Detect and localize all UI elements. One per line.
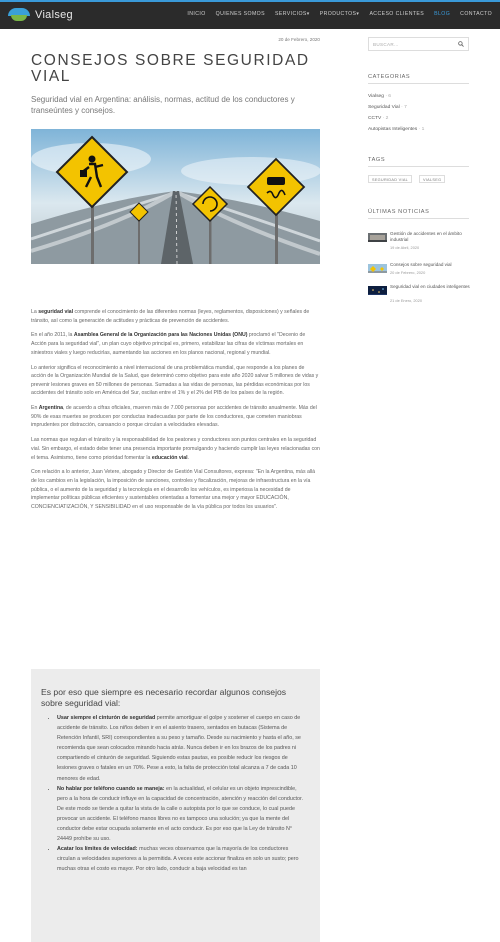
recent-post[interactable] (368, 262, 469, 282)
paragraph: En el año 2011, la Asamblea General de la Organización para las Naciones Unidas (ONU) proclamó el "Decenio de Acción para la seguridad vial", un plan cuyo objetivo principal es, primero, estabilizar las cifras de víctimas mortales en siniestros viales y luego reducirlas, aumentando las acciones en los planos nacional, regional y mundial. (31, 332, 306, 356)
recent-heading: ÚLTIMAS NOTICIAS (368, 209, 469, 219)
logo-icon (8, 8, 30, 22)
main-nav (187, 11, 492, 17)
search-input[interactable] (368, 37, 469, 51)
hero-image (31, 129, 320, 264)
nav-productos[interactable]: PRODUCTOS▾ (319, 11, 360, 17)
categories-heading: CATEGORIAS (368, 74, 469, 84)
nav-acceso-clientes[interactable]: ACCESO CLIENTES (369, 11, 425, 17)
post-thumbnail (368, 262, 387, 273)
paragraph: La seguridad vial comprende el conocimiento de las diferentes normas (leyes, reglamentos, disposiciones) y señales de tránsito, así como la generación de actitudes y prácticas de prevención de accidentes. (31, 309, 310, 324)
tag-seguridad-vial[interactable]: SEGURIDAD VIAL (368, 175, 412, 183)
article-subtitle: Seguridad vial en Argentina: análisis, normas, actitud de los conductores y transeúntes y consejos. (31, 95, 295, 115)
category-link[interactable]: Autopistas Inteligentes · 1 (368, 127, 425, 132)
nav-inicio[interactable]: INICIO (187, 11, 206, 17)
post-date: 19 de Abril, 2020 (390, 245, 420, 250)
recent-post[interactable] (368, 231, 469, 251)
tips-list (41, 713, 308, 875)
nav-quienes-somos[interactable]: QUIENES SOMOS (215, 11, 265, 17)
post-date: 20 de Febrero, 2020 (390, 270, 426, 275)
article-date: 20 de Febrero, 2020 (278, 37, 320, 42)
nav-contacto[interactable]: CONTACTO (460, 11, 492, 17)
search-placeholder: BUSCAR... (373, 41, 399, 47)
category-link[interactable]: CCTV · 2 (368, 116, 389, 121)
post-title: Gestión de accidentes en el ámbito industrial (390, 231, 462, 242)
tag-vialseg[interactable]: VIALSEG (419, 175, 445, 183)
nav-servicios[interactable]: SERVICIOS▾ (274, 11, 310, 17)
tips-box (31, 669, 320, 942)
post-title: Seguridad vial en ciudades inteligentes (390, 284, 470, 289)
post-date: 21 de Enero, 2020 (390, 298, 423, 303)
tip-item: • Usar siempre el cinturón de seguridad permite amortiguar el golpe y sostener el cuerpo en caso de accidente de tránsito. Los niños deben ir en el asiento trasero, sentados en butacas (Sistema de Retención Infantil, SRI) correspondientes a su peso y tamaño. Desde su nacimiento y hasta el año, se recomienda que sean colocados mirando hacia atrás. Nunca deben ir en los brazos de los padres ni compartiendo el cinturón de seguridad. Siguiendo estas pautas, es posible reducir los riesgos de lesiones graves o fatales en un 70%. Pese a esto, la falta de protección total alcanza a 7 de cada 10 menores de edad. (57, 713, 308, 784)
nav-blog[interactable]: BLOG (434, 11, 451, 17)
article-title: CONSEJOS SOBRE SEGURIDAD VIAL (31, 52, 310, 85)
tags-heading: TAGS (368, 157, 469, 167)
category-link[interactable]: Vialseg · 6 (368, 94, 392, 99)
paragraph: Las normas que regulan el tránsito y la responsabilidad de los peatones y conductores son puntos centrales en la seguridad vial. Sin embargo, el estado debe tener una presencia importante promulgando y haciendo cumplir las leyes relacionadas con el tema. Asimismo, tiene como prioridad fomentar la educación vial. (31, 437, 320, 461)
top-navbar (0, 0, 500, 29)
category-link[interactable]: Seguridad Vial · 7 (368, 105, 407, 110)
post-thumbnail (368, 284, 387, 295)
article-body (31, 308, 320, 518)
tip-item: • No hablar por teléfono cuando se maneja: en la actualidad, el celular es un objeto imprescindible, pero a la hora de conducir influye en la capacidad de concentración, atención y reacción del conductor. De este modo se tiende a quitar la vista de la calle o autopista por lo que se conduce, lo cual puede provocar un accidente. El teléfono manos libres no es tampoco una solución; ya que la mente del conductor debe estar ocupada solamente en el acto conducir. Es por eso que la Ley de tránsito N° 24449 prohíbe su uso. (57, 784, 308, 845)
logo-text: Vialseg (35, 9, 73, 21)
tip-item: • Acatar los límites de velocidad: muchas veces observamos que la mayoría de los conductores circulan a velocidades superiores a la permitida. A veces este accionar finaliza en solo un susto; pero muchas otras el costo es mayor. Por otro lado, conducir a baja velocidad es tan (57, 844, 308, 874)
paragraph: Lo anterior significa el reconocimiento a nivel internacional de una problemática mundial, que responde a los planes de acción de la Organización Mundial de la Salud, que determinó como objetivo para este año 2020 salvar 5 millones de vidas y prevenir lesiones graves en 50 millones de personas. Sumadas a las vidas de personas, las pérdidas económicas por los accidentes del tránsito solo en América del Sur, oscilan entre el 1% y el 2% del PIB de los países de la región. (31, 364, 319, 397)
tips-title: Es por eso que siempre es necesario recordar algunos consejos sobre seguridad vial: (41, 687, 287, 708)
recent-post[interactable] (368, 284, 469, 304)
post-thumbnail (368, 231, 387, 242)
paragraph: En Argentina, de acuerdo a cifras oficiales, mueren más de 7.000 personas por accidentes de tránsito anualmente. Más del 90% de esas muertes se producen por conductas inadecuadas por parte de los conductores, que cometen maniobras imprudentes por distracción, cansancio o porque circulan a velocidades elevadas. (31, 405, 317, 429)
search-icon[interactable] (458, 41, 464, 47)
site-logo[interactable] (8, 8, 73, 22)
paragraph: Con relación a lo anterior, Juan Vetere, abogado y Director de Gestión Vial Consultores, expresa: "En la Argentina, más allá de los cambios en la legislación, la imposición de sanciones, controles y fiscalización, mejoras de infraestructura en la vía pública, o el aumento de la seguridad y la tecnología en el desarrollo los vehículos, es imperiosa la necesidad de implementar políticas públicas eficientes y sustentables orientadas a fomentar una mejor y mayor EDUCACIÓN, CONCIENCIATIZACIÓN, Y SENSIBILIDAD en el uso responsable de la vía pública por todos los usuarios". (31, 469, 316, 510)
post-title: Consejos sobre seguridad vial (390, 262, 452, 267)
